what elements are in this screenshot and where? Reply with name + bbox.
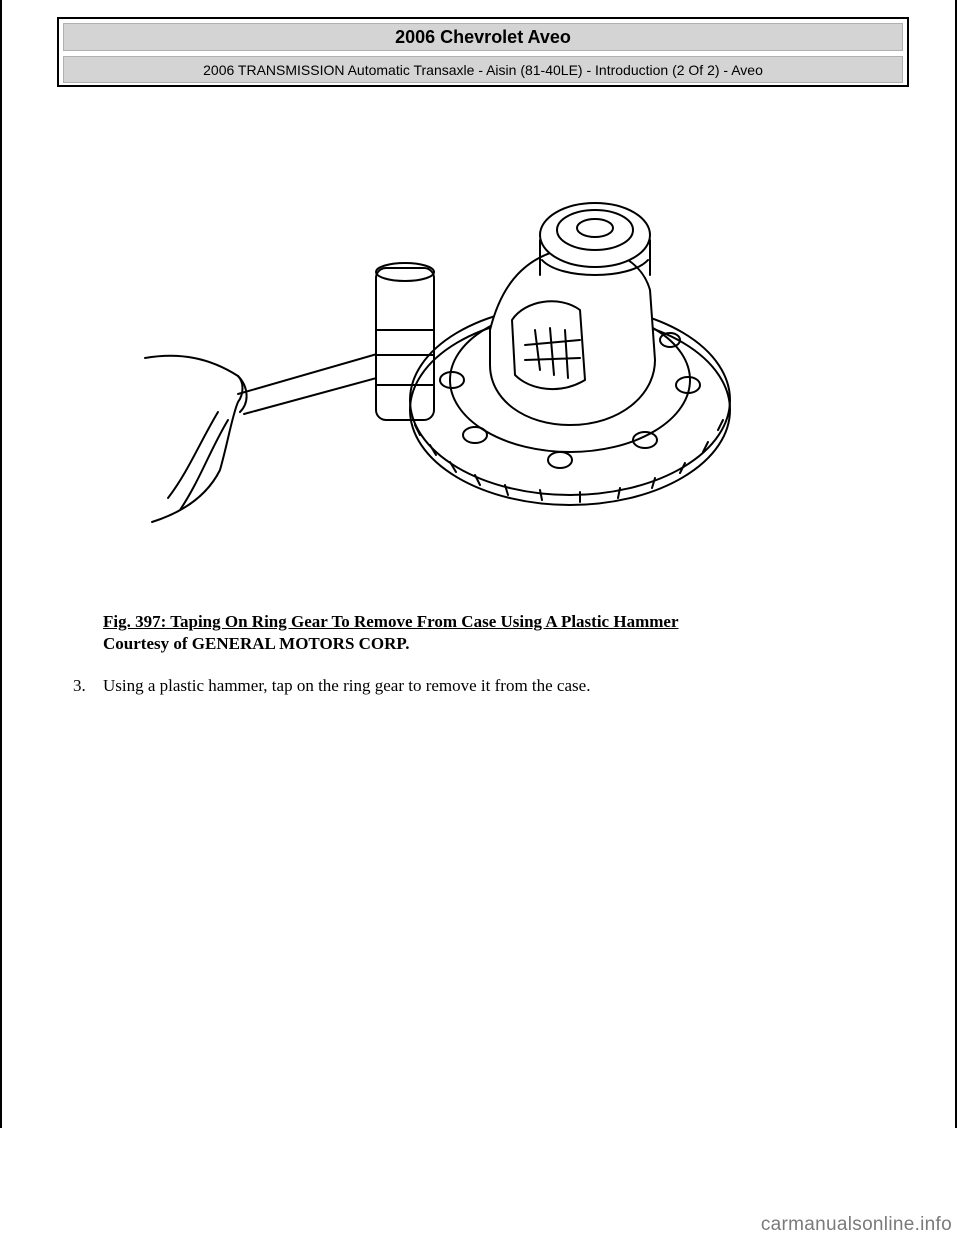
step-text: Using a plastic hammer, tap on the ring gear to remove it from the case. [103, 676, 591, 695]
step-item [73, 675, 590, 697]
figure-caption-block [103, 611, 679, 655]
header-title: 2006 Chevrolet Aveo [63, 23, 903, 51]
watermark: carmanualsonline.info [760, 1214, 952, 1235]
document-header [57, 17, 909, 87]
figure-caption: Fig. 397: Taping On Ring Gear To Remove From Case Using A Plastic Hammer [103, 612, 679, 631]
step-number: 3. [73, 676, 86, 695]
ring-gear-hammer-illustration [140, 180, 740, 530]
figure-courtesy: Courtesy of GENERAL MOTORS CORP. [103, 634, 410, 653]
header-subtitle: 2006 TRANSMISSION Automatic Transaxle - Aisin (81-40LE) - Introduction (2 Of 2) - Aveo [63, 56, 903, 83]
figure-illustration [140, 180, 740, 530]
